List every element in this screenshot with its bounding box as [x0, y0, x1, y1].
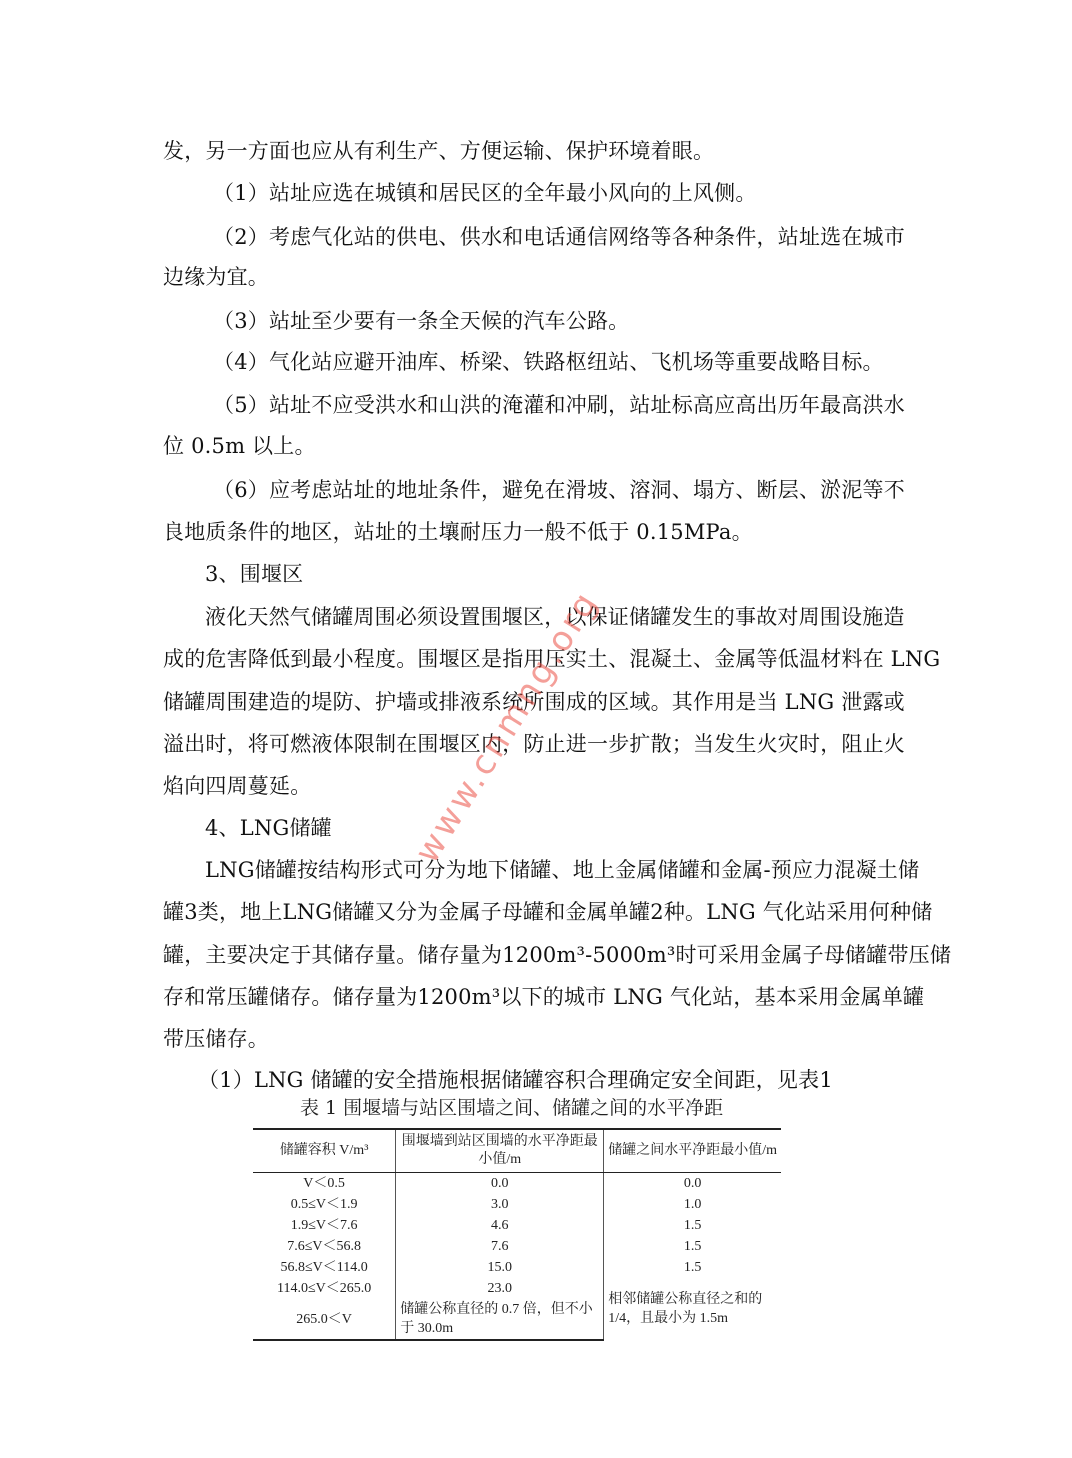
para-tank-5: 带压储存。 — [163, 1027, 269, 1051]
table-row — [253, 1173, 781, 1195]
para-bund-2: 成的危害降低到最小程度。围堰区是指用压实土、混凝土、金属等低温材料在 LNG — [163, 647, 941, 671]
table-caption: 表 1 围堰墙与站区围墙之间、储罐之间的水平净距 — [300, 1097, 724, 1119]
table-header-row — [253, 1129, 781, 1173]
cell-bund-distance: 3.0 — [396, 1194, 604, 1215]
para-bund-4: 溢出时，将可燃液体限制在围堰区内，防止进一步扩散；当发生火灾时，阻止火 — [163, 732, 905, 756]
para-bund-3: 储罐周围建造的堤防、护墙或排液系统所围成的区域。其作用是当 LNG 泄露或 — [163, 690, 905, 714]
cell-volume: V＜0.5 — [303, 1176, 345, 1191]
list-item-6: （6）应考虑站址的地址条件，避免在滑坡、溶洞、塌方、断层、淤泥等不 — [213, 478, 905, 502]
table-row — [253, 1236, 781, 1257]
cell-bund-distance: 0.0 — [396, 1173, 604, 1195]
cell-tank-distance: 1.5 — [683, 1239, 702, 1254]
cell-bund-distance: 15.0 — [396, 1257, 604, 1278]
cell-bund-distance: 23.0 — [396, 1278, 604, 1299]
para-bund-5: 焰向四周蔓延。 — [163, 774, 312, 798]
cell-bund-distance: 7.6 — [396, 1236, 604, 1257]
cell-bund-distance: 储罐公称直径的 0.7 倍，但不小于 30.0m — [396, 1299, 604, 1340]
table-row — [253, 1194, 781, 1215]
list-item-5: （5）站址不应受洪水和山洪的淹灌和冲刷，站址标高应高出历年最高洪水 — [213, 393, 905, 417]
list-item-2-cont: 边缘为宜。 — [163, 265, 269, 289]
list-item-6-cont: 良地质条件的地区，站址的土壤耐压力一般不低于 0.15MPa。 — [163, 520, 753, 544]
list-item-1: （1）站址应选在城镇和居民区的全年最小风向的上风侧。 — [213, 181, 757, 205]
cell-volume: 1.9≤V＜7.6 — [290, 1218, 358, 1233]
cell-volume: 7.6≤V＜56.8 — [287, 1239, 362, 1254]
cell-volume: 114.0≤V＜265.0 — [276, 1281, 372, 1296]
para-tank-4: 存和常压罐储存。储存量为1200m³以下的城市 LNG 气化站，基本采用金属单罐 — [163, 985, 925, 1009]
header-bund-to-wall: 围堰墙到站区围墙的水平净距最小值/m — [396, 1129, 604, 1173]
para-bund-1: 液化天然气储罐周围必须设置围堰区，以保证储罐发生的事故对周围设施造 — [205, 605, 905, 629]
list-item-tank-1: （1）LNG 储罐的安全措施根据储罐容积合理确定安全间距，见表1 — [198, 1068, 833, 1092]
cell-volume: 0.5≤V＜1.9 — [290, 1197, 358, 1212]
header-volume: 储罐容积 V/m³ — [253, 1129, 396, 1173]
list-item-4: （4）气化站应避开油库、桥梁、铁路枢纽站、飞机场等重要战略目标。 — [213, 350, 884, 374]
list-item-2: （2）考虑气化站的供电、供水和电话通信网络等各种条件，站址选在城市 — [213, 225, 905, 249]
list-item-3: （3）站址至少要有一条全天候的汽车公路。 — [213, 309, 630, 333]
list-item-5-cont: 位 0.5m 以上。 — [163, 434, 316, 458]
cell-tank-distance: 1.0 — [683, 1197, 702, 1212]
cell-tank-distance: 1.5 — [683, 1260, 702, 1275]
header-between-tanks: 储罐之间水平净距最小值/m — [604, 1129, 781, 1173]
para-tank-3: 罐，主要决定于其储存量。储存量为1200m³-5000m³时可采用金属子母储罐带压储 — [163, 943, 952, 967]
cell-volume: 56.8≤V＜114.0 — [280, 1260, 368, 1275]
cell-tank-distance: 相邻储罐公称直径之和的 1/4，且最小为 1.5m — [608, 1292, 763, 1326]
cell-volume: 265.0＜V — [253, 1299, 396, 1340]
table-row — [253, 1215, 781, 1236]
table-row — [253, 1278, 781, 1299]
section-heading-3: 3、围堰区 — [205, 562, 304, 586]
para-tank-2: 罐3类，地上LNG储罐又分为金属子母罐和金属单罐2种。LNG 气化站采用何种储 — [163, 900, 933, 924]
para-tank-1: LNG储罐按结构形式可分为地下储罐、地上金属储罐和金属-预应力混凝土储 — [205, 858, 920, 882]
cell-tank-distance: 0.0 — [683, 1176, 702, 1191]
spacing-table — [253, 1128, 781, 1341]
para-intro-cont: 发，另一方面也应从有利生产、方便运输、保护环境着眼。 — [163, 139, 715, 163]
section-heading-4: 4、LNG储罐 — [205, 816, 332, 840]
table-row — [253, 1257, 781, 1278]
watermark: www.cnmng.org — [407, 583, 607, 871]
cell-bund-distance: 4.6 — [396, 1215, 604, 1236]
cell-tank-distance: 1.5 — [683, 1218, 702, 1233]
